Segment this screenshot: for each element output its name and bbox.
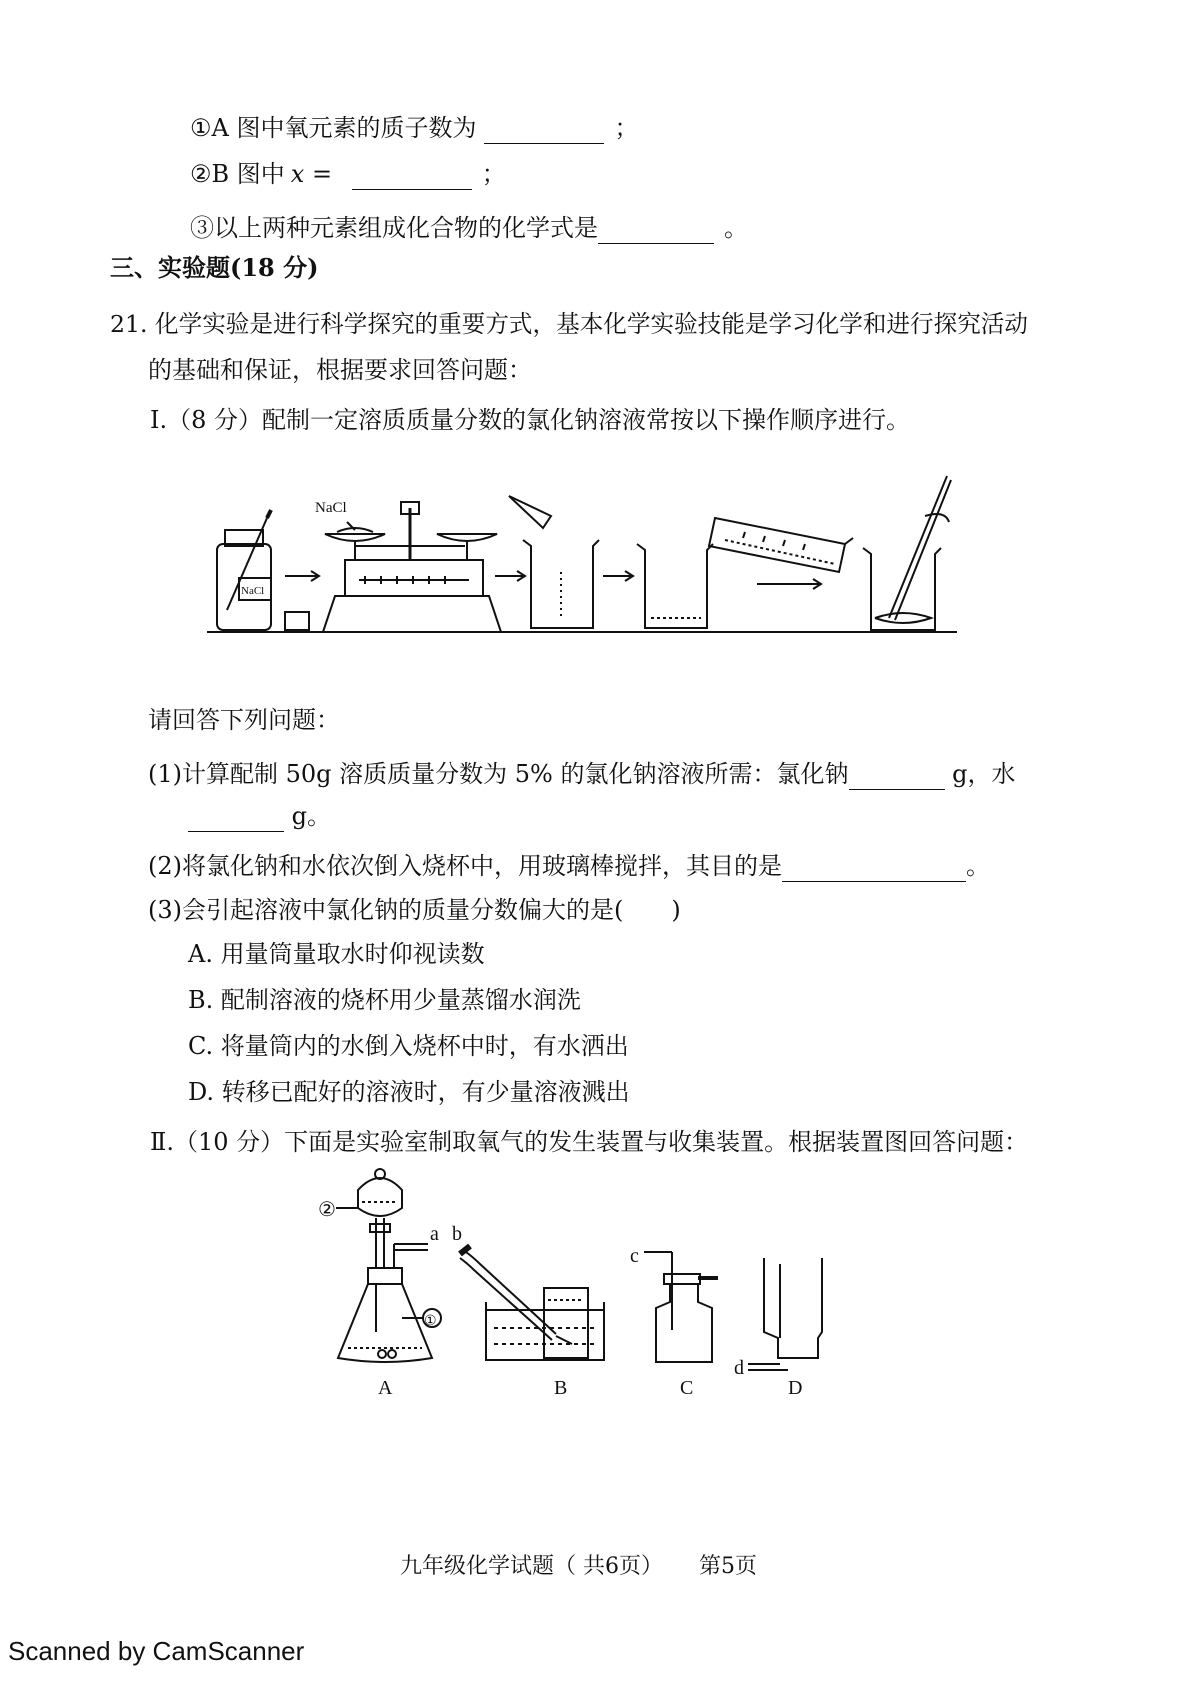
sub2-end: 。 [966,852,990,880]
footer-title: 九年级化学试题（ 共6页） [400,1554,663,1579]
label-b: b [452,1223,462,1245]
label-c: c [630,1245,639,1267]
option-a[interactable]: A. 用量筒量取水时仰视读数 [188,940,485,968]
beaker-1 [509,496,599,628]
footer-page: 第5页 [699,1554,757,1579]
apparatus-c [644,1252,718,1362]
q2-answer-blank[interactable] [352,163,472,190]
scanner-watermark: Scanned by CamScanner [8,1636,305,1666]
label-A: A [378,1377,393,1399]
option-c[interactable]: C. 将量筒内的水倒入烧杯中时，有水洒出 [188,1032,629,1060]
label-circle-2: ② [318,1199,336,1221]
label-a: a [430,1223,439,1245]
nacl-top-label: NaCl [315,500,347,516]
apparatus-b [460,1246,604,1360]
q21-part2: Ⅱ.（10 分）下面是实验室制取氧气的发生装置与收集装置。根据装置图回答问题： [150,1128,1029,1156]
sub2-blank[interactable] [782,855,966,882]
q2-end: ； [481,160,506,188]
option-d[interactable]: D. 转移已配好的溶液时，有少量溶液溅出 [188,1078,630,1106]
beaker-3 [863,476,951,630]
question-q3 [190,212,748,244]
balance [323,502,501,632]
figure-oxygen-apparatus [318,1168,828,1408]
page-footer [400,1549,793,1580]
q1-text: ①A 图中氧元素的质子数为 [190,114,477,142]
figure-solution-preparation [205,468,965,654]
q1-answer-blank[interactable] [484,117,604,144]
sub1-nacl-blank[interactable] [849,763,945,790]
section-title: 三、实验题(18 分) [110,253,319,282]
apparatus-a [336,1169,441,1362]
sub-question-1-cont [188,800,331,832]
sub1-unit-water: g，水 [944,760,1016,788]
sub2-text: (2)将氯化钠和水依次倒入烧杯中，用玻璃棒搅拌，其目的是 [148,852,782,880]
q2-text: ②B 图中 [190,160,285,188]
question-q1 [190,112,638,144]
sub1-unit-end: g。 [284,802,331,830]
label-B: B [554,1377,568,1399]
q2-var: x [290,160,305,188]
beaker-2 [637,544,713,628]
q21-line2: 的基础和保证，根据要求回答问题： [148,356,532,384]
label-d: d [734,1357,744,1379]
sub-question-3: (3)会引起溶液中氯化钠的质量分数偏大的是( ) [148,896,681,924]
label-C: C [680,1377,694,1399]
questions-prompt: 请回答下列问题： [148,706,340,734]
label-circle-1: ① [424,1314,437,1329]
sub-question-1 [148,758,1016,790]
sub1-water-blank[interactable] [188,805,284,832]
label-D: D [788,1377,803,1399]
sub-question-2 [148,850,990,882]
weight-box [285,612,309,630]
apparatus-d [748,1258,822,1370]
q3-answer-blank[interactable] [598,217,714,244]
q21-part1: Ⅰ.（8 分）配制一定溶质质量分数的氯化钠溶液常按以下操作顺序进行。 [150,406,911,434]
question-q2 [190,158,506,190]
q3-end: 。 [724,214,748,242]
q1-end: ； [614,114,639,142]
q21-line1: 21. 化学实验是进行科学探究的重要方式，基本化学实验技能是学习化学和进行探究活动 [110,310,1028,338]
option-b[interactable]: B. 配制溶液的烧杯用少量蒸馏水润洗 [188,986,581,1014]
q3-text: ③以上两种元素组成化合物的化学式是 [190,214,598,242]
q2-eq: = [304,160,340,188]
graduated-cylinder [709,518,853,572]
sub1-text: (1)计算配制 50g 溶质质量分数为 5% 的氯化钠溶液所需：氯化钠 [148,760,849,788]
nacl-bottle-label: NaCl [241,585,265,597]
reagent-bottle [217,510,271,630]
